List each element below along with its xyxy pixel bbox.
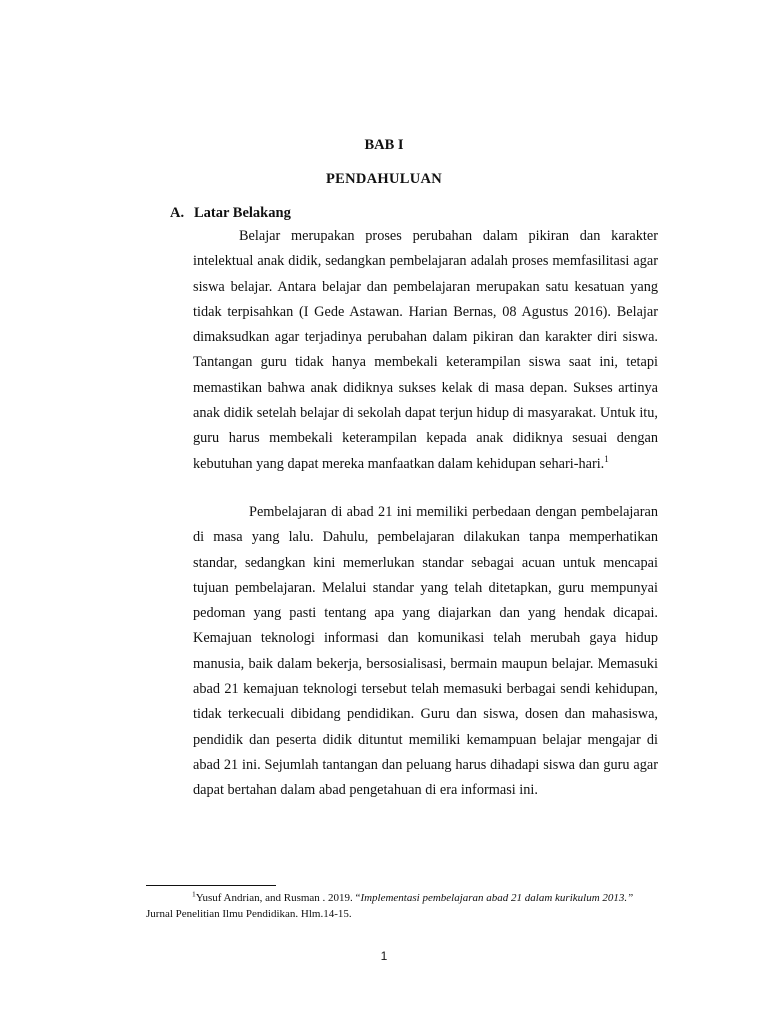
footnote-reference[interactable]: 1 [604,453,609,464]
footnote-source: Jurnal Penelitian Ilmu Pendidikan. Hlm.14-15. [146,907,352,920]
section-letter: A. [170,205,185,221]
footnote-closing-quote: ” [627,892,634,904]
paragraph-1 [193,224,658,477]
footnote-article-title: Implementasi pembelajaran abad 21 dalam kurikulum 2013. [360,892,628,904]
section-title: Latar Belakang [194,205,291,221]
footnote-divider [146,885,276,886]
footnote-number: 1 [192,889,196,899]
footnote-authors: Yusuf Andrian, and Rusman . 2019. “ [195,892,361,904]
paragraph-2-text: Pembelajaran di abad 21 ini memiliki perbedaan dengan pembelajaran di masa yang lalu. Dahulu, pembelajaran dilakukan tanpa memperhatikan standar, sedangkan kini memerlukan standar sebagai acuan untuk mencapai tujuan pembelajaran. Melalui standar yang telah ditetapkan, guru mempunyai pedoman yang pasti tentang apa yang diajarkan dan yang hendak dicapai. Kemajuan teknologi informasi dan komunikasi telah merubah gaya hidup manusia, baik dalam bekerja, bersosialisasi, bermain maupun belajar. Memasuki abad 21 kemajuan teknologi tersebut telah memasuki berbagai sendi kehidupan, tidak terkecuali dibidang pendidikan. Guru dan siswa, dosen dan mahasiswa, pendidik dan peserta didik dituntut memiliki kemampuan belajar mengajar di abad 21 ini. Sejumlah tantangan dan peluang harus dihadapi siswa dan guru agar dapat bertahan dalam abad pengetahuan di era informasi ini. [193,504,658,799]
chapter-title: PENDAHULUAN [325,171,443,187]
paragraph-1-text: Belajar merupakan proses perubahan dalam pikiran dan karakter intelektual anak didik, sedangkan pembelajaran adalah proses memfasilitasi agar siswa belajar. Antara belajar dan pembelajaran merupakan satu kesatuan yang tidak terpisahkan (I Gede Astawan. Harian Bernas, 08 Agustus 2016). Belajar dimaksudkan agar terjadinya perubahan dalam pikiran dan karakter diri siswa. Tantangan guru tidak hanya membekali keterampilan siswa saat ini, tetapi memastikan bahwa anak didiknya sukses kelak di masa depan. Sukses artinya anak didik setelah belajar di sekolah dapat terjun hidup di masyarakat. Untuk itu, guru harus membekali keterampilan kepada anak didiknya sesuai dengan kebutuhan yang dapat mereka manfaatkan dalam kehidupan sehari-hari. [193,228,658,472]
section-heading [170,205,291,222]
paragraph-2 [193,500,658,804]
page-number: 1 [380,949,388,963]
chapter-number: BAB I [364,137,404,153]
footnote [146,891,656,922]
